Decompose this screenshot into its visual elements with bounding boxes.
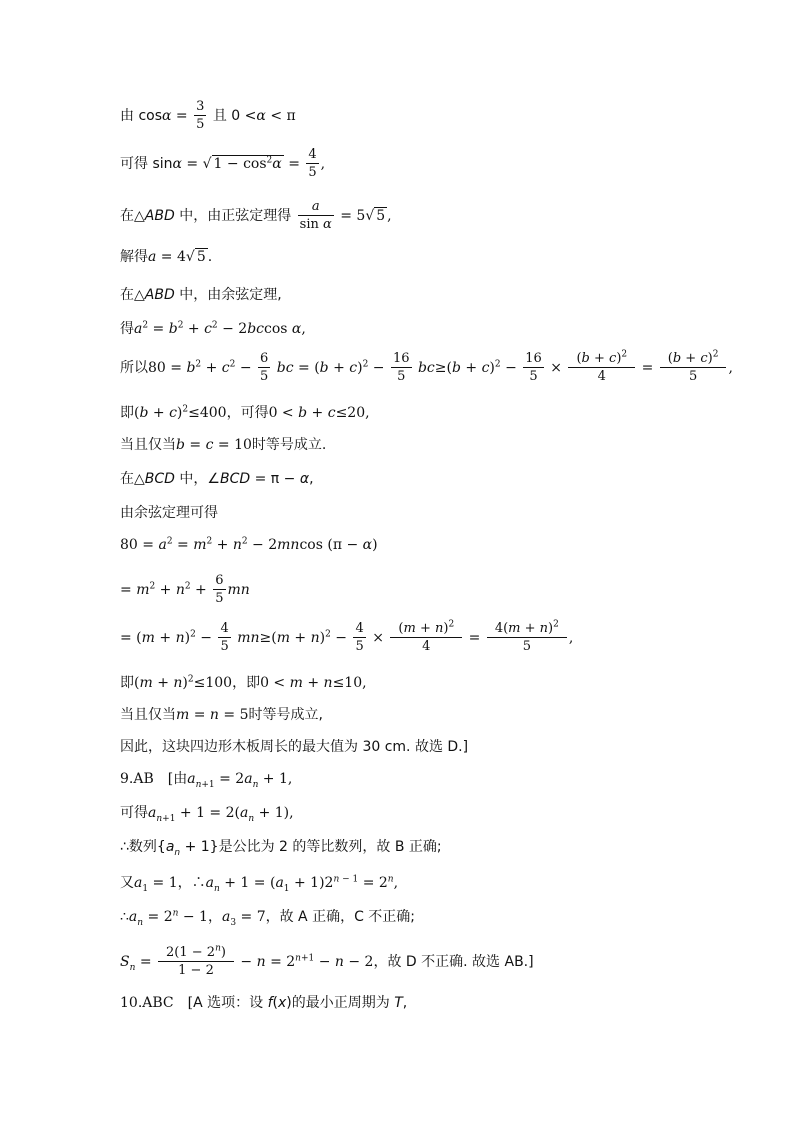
line-20: ∴数列$\{a_n + 1\}$是公比为 2 的等比数列，故 B 正确; [120,839,442,858]
line-18: 9.AB [由$a_{n+1} = 2a_n + 1$, [120,771,293,790]
line-8: 即$(b + c)^2\le 400$，可得0 < b + c≤20, [120,404,370,421]
line-24: 10.ABC [A 选项：设 f(x)的最小正周期为 T, [120,995,408,1011]
line-10: 在△BCD 中，∠BCD = π − α, [120,471,314,487]
line-23: $S_n$ = $\frac{2(1 - 2^n)}{1 - 2}$ − $n = 2^{n+1} - n - 2$，故 D 不正确. 故选 AB.] [120,943,534,978]
line-12: $80 = a^2 = m^2 + n^2 - 2mncos$ (π − α) [120,536,378,553]
line-1: 由 cosα = $\frac{3}{5}$ 且 0 <α < π [120,99,296,132]
line-17: 因此，这块四边形木板周长的最大值为 30 cm. 故选 D.] [120,739,469,755]
line-5: 在△ABD 中，由余弦定理, [120,287,282,303]
line-3: 在△ABD 中，由正弦定理得 $\frac{a}{\text{sin α}}$ = 5√ 5 , [120,199,392,232]
line-4: 解得a = 4√ 5 . [120,249,213,265]
line-16: 当且仅当m = n = 5时等号成立, [120,707,323,723]
line-13: = $m^2 + n^2$ + $\frac{6}{5}$ mn [120,573,250,606]
line-21: 又$a_1 = 1$，$\therefore a_n + 1 = (a_1 + 1)2^{n - 1} = 2^n$, [120,874,399,894]
line-9: 当且仅当b = c = 10时等号成立. [120,437,327,453]
line-11: 由余弦定理可得 [120,505,218,521]
line-22: $\therefore a_n = 2^n - 1$，$a_3 = 7$，故 A 正确，C 不正确; [120,908,416,928]
line-14: = $(m + n)^2$ − $\frac{4}{5}$ $mn\ge(m + n)^2$ − $\frac{4}{5}$ × $\frac{(m + n)^2}{4}$ = $\frac{4(m + n)^2}{5}$ , [120,619,574,654]
line-15: 即$(m + n)^2\le 100$，即0 < m + n≤10, [120,674,367,691]
line-19: 可得$a_{n+1} + 1 = 2(a_n + 1)$, [120,805,294,824]
line-7: 所以$80 = b^2 + c^2$ − $\frac{6}{5}$ bc = $(b + c)^2$ − $\frac{16}{5}$ $bc\ge(b + c)^2$ − $\frac{16}{5}$ × $\frac{(b + c)^2}{4}$ = $\frac{(b + c)^2}{5}$ , [120,349,733,384]
line-2: 可得 sinα = √ $1 - \cos^2\alpha$ = $\frac{4}{5}$ , [120,147,326,180]
line-6: 得$a^2 = b^2 + c^2 - 2bccos$ α, [120,320,306,337]
